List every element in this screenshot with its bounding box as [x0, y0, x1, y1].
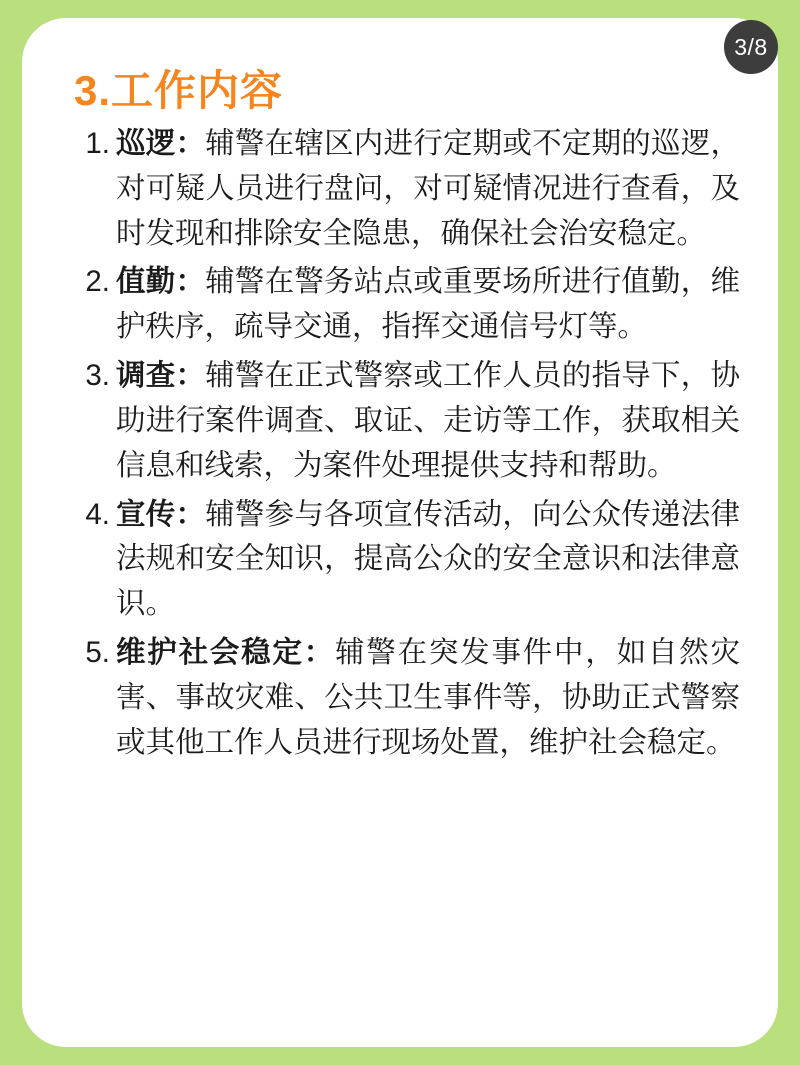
list-item-text: 辅警在警务站点或重要场所进行值勤，维护秩序，疏导交通，指挥交通信号灯等。	[116, 265, 740, 344]
list-item-lead: 维护社会稳定：	[116, 636, 336, 670]
content-body	[64, 122, 740, 770]
list-item-lead: 值勤：	[116, 265, 206, 299]
list-item	[116, 122, 740, 256]
list-item	[116, 493, 740, 627]
list-item-text: 辅警在突发事件中，如自然灾害、事故灾难、公共卫生事件等，协助正式警察或其他工作人员进行现场处置，维护社会稳定。	[116, 636, 740, 759]
list-item-lead: 调查：	[116, 359, 206, 393]
list-item	[116, 354, 740, 488]
list-item-lead: 宣传：	[116, 497, 206, 531]
list-item	[116, 260, 740, 350]
list-item-text: 辅警在正式警察或工作人员的指导下，协助进行案件调查、取证、走访等工作，获取相关信息和线索，为案件处理提供支持和帮助。	[116, 359, 740, 482]
page-indicator-badge: 3/8	[724, 20, 778, 74]
page-title: 3.工作内容	[74, 67, 284, 114]
list-item	[116, 631, 740, 765]
list-item-text: 辅警在辖区内进行定期或不定期的巡逻，对可疑人员进行盘问，对可疑情况进行查看，及时发现和排除安全隐患，确保社会治安稳定。	[116, 127, 740, 250]
duties-list	[64, 122, 740, 766]
content-card	[22, 18, 778, 1047]
list-item-lead: 巡逻：	[116, 127, 206, 160]
list-item-text: 辅警参与各项宣传活动，向公众传递法律法规和安全知识，提高公众的安全意识和法律意识。	[116, 497, 740, 621]
